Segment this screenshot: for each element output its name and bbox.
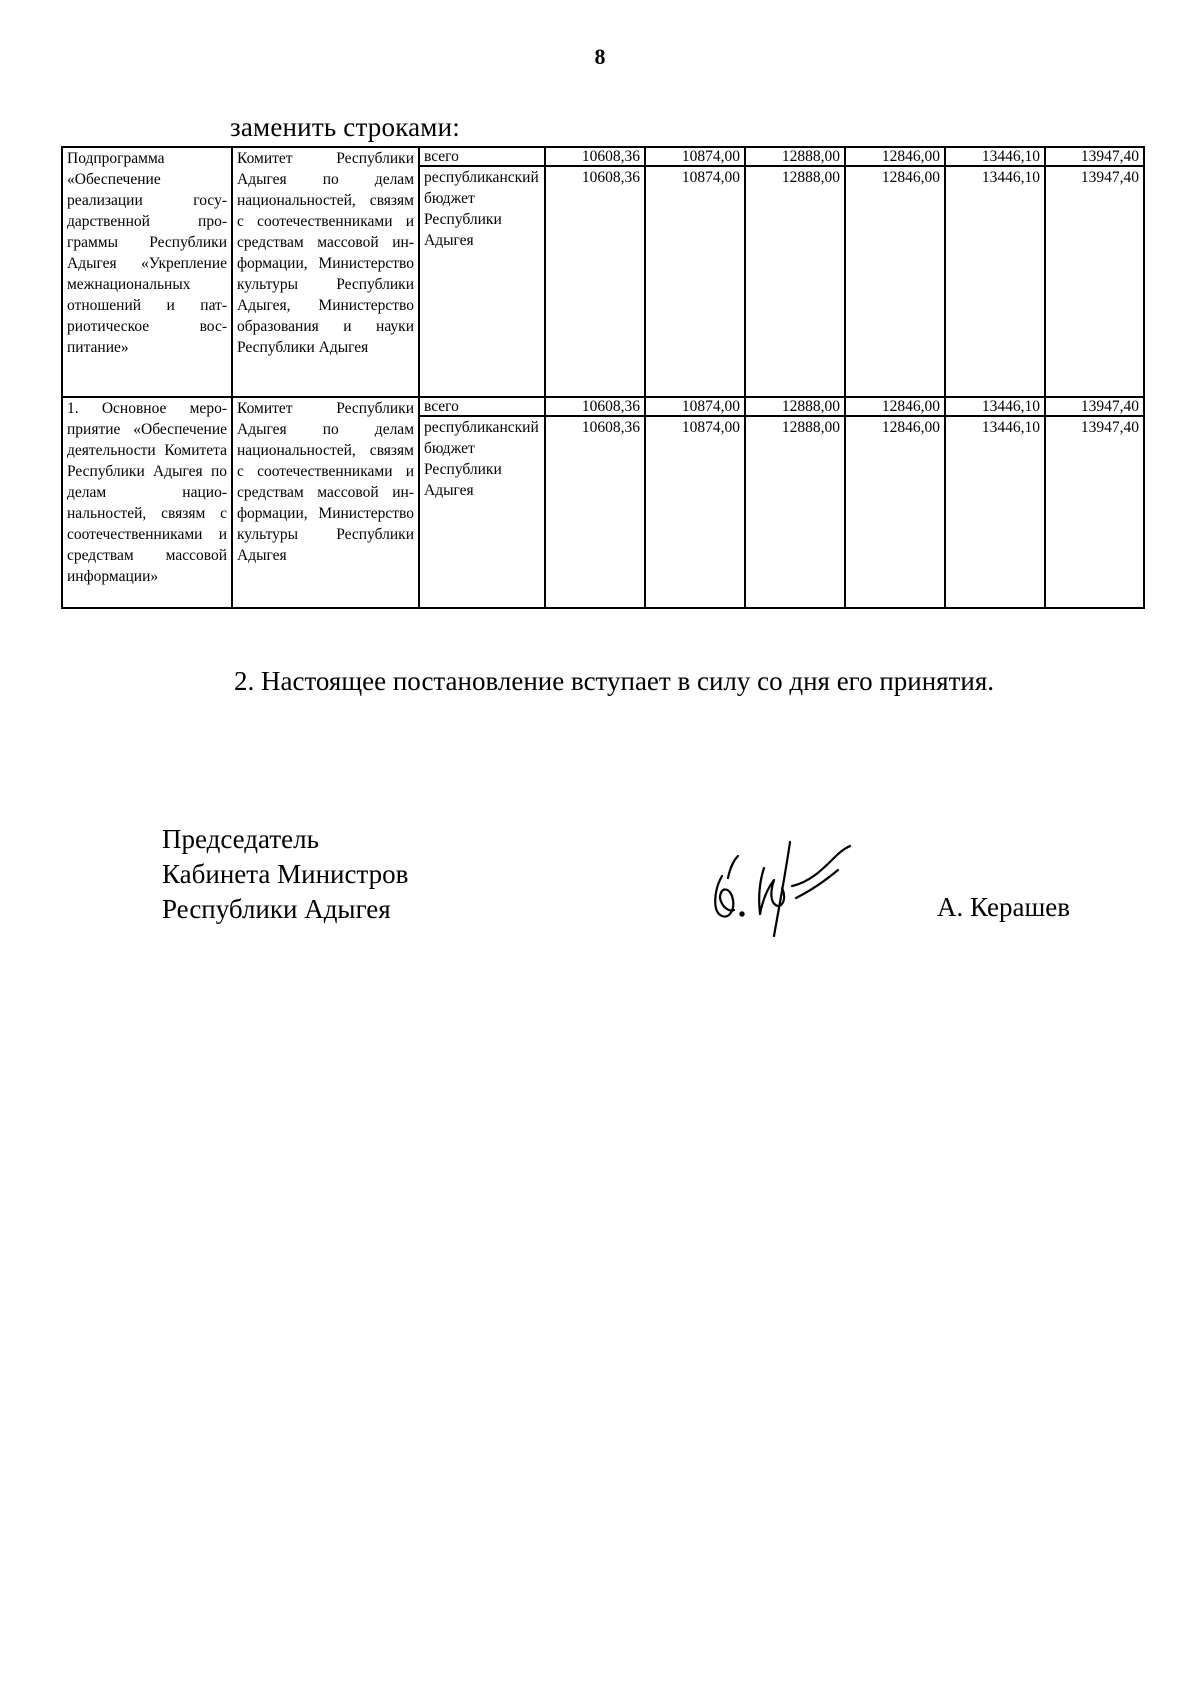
position-line: Кабинета Министров — [162, 859, 409, 889]
value-cell: 13947,40 — [1045, 147, 1144, 166]
value-cell: 12846,00 — [845, 416, 945, 608]
value-cell: 13446,10 — [945, 147, 1045, 166]
value-cell: 13947,40 — [1045, 397, 1144, 416]
value-cell: 13446,10 — [945, 416, 1045, 608]
value-cell: 10608,36 — [545, 397, 645, 416]
value-cell: 12888,00 — [745, 397, 845, 416]
program-cell: 1. Основное мероприятие «Обеспечение деятельности Комитета Республики Адыгея по делам национальностей, связям с соотечественниками и средствам массовой информации» — [62, 397, 232, 608]
position-line: Республики Адыгея — [162, 894, 391, 924]
replace-caption: заменить строками: — [230, 112, 460, 142]
value-cell: 13947,40 — [1045, 166, 1144, 397]
table-row — [62, 397, 1144, 416]
executor-cell: Комитет Республики Адыгея по делам национальностей, связям с соотечественниками и средствам массовой информации, Министерство культуры Республики Адыгея, Министерство образования и науки Республики Адыгея — [232, 147, 419, 397]
value-cell: 10608,36 — [545, 166, 645, 397]
value-cell: 10874,00 — [645, 397, 745, 416]
value-cell: 12846,00 — [845, 147, 945, 166]
value-cell: 12846,00 — [845, 166, 945, 397]
signatory-position — [162, 822, 408, 927]
value-cell: 12888,00 — [745, 166, 845, 397]
program-cell: Подпрограмма «Обеспечение реализации государственной программы Республики Адыгея «Укрепление межнациональных отношений и патриотическое воспитание» — [62, 147, 232, 397]
value-cell: 12846,00 — [845, 397, 945, 416]
handwritten-signature — [700, 820, 870, 940]
effective-clause: 2. Настоящее постановление вступает в силу со дня его принятия. — [234, 666, 995, 696]
value-cell: 10874,00 — [645, 416, 745, 608]
source-total-cell: всего — [419, 147, 545, 166]
executor-cell: Комитет Республики Адыгея по делам национальностей, связям с соотечественниками и средствам массовой информации, Министерство культуры Республики Адыгея — [232, 397, 419, 608]
position-line: Председатель — [162, 824, 319, 854]
budget-table — [61, 146, 1145, 609]
source-budget-cell: республиканский бюджет Республики Адыгея — [419, 166, 545, 397]
value-cell: 13446,10 — [945, 166, 1045, 397]
value-cell: 12888,00 — [745, 147, 845, 166]
source-budget-cell: республиканский бюджет Республики Адыгея — [419, 416, 545, 608]
value-cell: 10608,36 — [545, 416, 645, 608]
table-row — [62, 147, 1144, 166]
page-number: 8 — [594, 44, 606, 69]
value-cell: 13947,40 — [1045, 416, 1144, 608]
value-cell: 13446,10 — [945, 397, 1045, 416]
value-cell: 12888,00 — [745, 416, 845, 608]
value-cell: 10874,00 — [645, 166, 745, 397]
signer-name: А. Керашев — [937, 892, 1070, 922]
source-total-cell: всего — [419, 397, 545, 416]
value-cell: 10874,00 — [645, 147, 745, 166]
value-cell: 10608,36 — [545, 147, 645, 166]
